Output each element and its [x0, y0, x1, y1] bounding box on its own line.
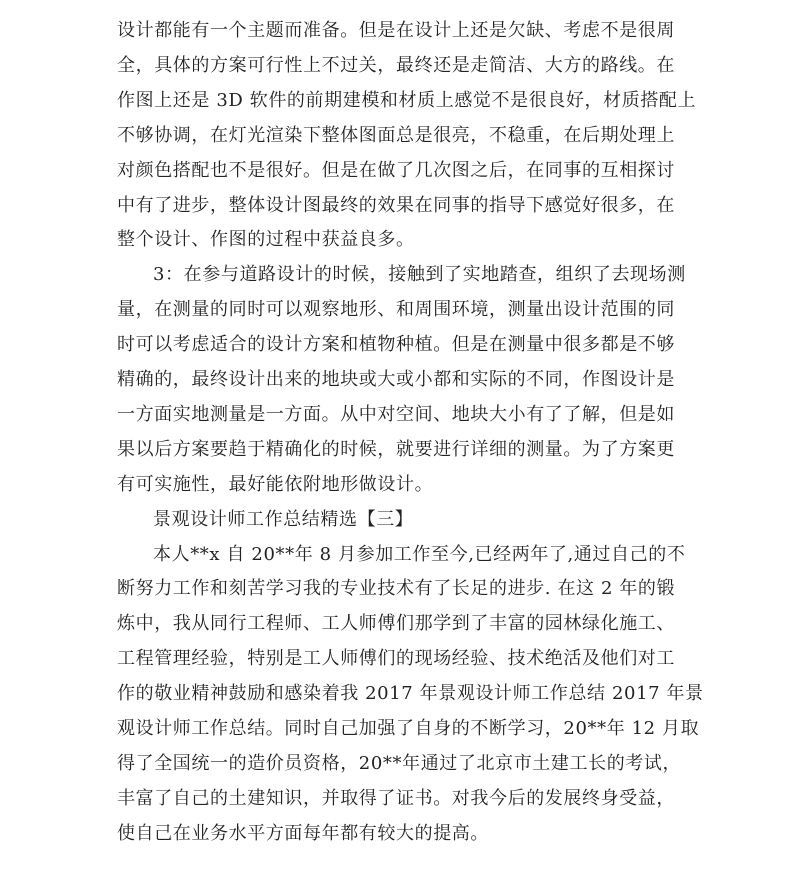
text-line: 对颜色搭配也不是很好。但是在做了几次图之后，在同事的互相探讨: [117, 159, 675, 181]
paragraph-start-line: 3：在参与道路设计的时候，接触到了实地踏查，组织了去现场测: [153, 264, 686, 286]
section-heading: 景观设计师工作总结精选【三】: [153, 508, 414, 530]
text-line: 精确的，最终设计出来的地块或大或小都和实际的不同，作图设计是: [117, 369, 675, 390]
text-line: 中有了进步，整体设计图最终的效果在同事的指导下感觉好很多，在: [117, 194, 675, 216]
text-line: 工程管理经验，特别是工人师傅们的现场经验、技术绝活及他们对工: [117, 648, 675, 670]
paragraph-start-line: 本人**x 自 20**年 8 月参加工作至今,已经两年了,通过自己的不: [153, 543, 686, 565]
text-line: 整个设计、作图的过程中获益良多。: [117, 229, 415, 251]
text-line: 丰富了自己的土建知识，并取得了证书。对我今后的发展终身受益，: [117, 787, 675, 809]
text-line: 量，在测量的同时可以观察地形、和周围环境，测量出设计范围的同: [117, 299, 675, 321]
text-line: 观设计师工作总结。同时自己加强了自身的不断学习，20**年 12 月取: [117, 718, 700, 739]
text-line: 断努力工作和刻苦学习我的专业技术有了长足的进步. 在这 2 年的锻: [117, 578, 676, 600]
text-line: 作的敬业精神鼓励和感染着我 2017 年景观设计师工作总结 2017 年景: [117, 683, 704, 705]
text-line: 果以后方案要趋于精确化的时候，就要进行详细的测量。为了方案更: [117, 438, 675, 460]
text-line: 得了全国统一的造价员资格，20**年通过了北京市土建工长的考试，: [117, 752, 682, 774]
text-line: 炼中，我从同行工程师、工人师傅们那学到了丰富的园林绿化施工、: [117, 613, 675, 635]
text-line: 使自己在业务水平方面每年都有较大的提高。: [117, 822, 489, 844]
text-line: 设计都能有一个主题而准备。但是在设计上还是欠缺、考虑不是很周: [117, 20, 675, 41]
text-line: 全，具体的方案可行性上不过关，最终还是走简洁、大方的路线。在: [117, 54, 675, 76]
text-line: 有可实施性，最好能依附地形做设计。: [117, 473, 434, 495]
text-line: 作图上还是 3D 软件的前期建模和材质上感觉不是很良好，材质搭配上: [117, 89, 697, 111]
text-line: 不够协调，在灯光渲染下整体图面总是很亮，不稳重，在后期处理上: [117, 124, 675, 146]
text-line: 时可以考虑适合的设计方案和植物种植。但是在测量中很多都是不够: [117, 334, 675, 356]
text-line: 一方面实地测量是一方面。从中对空间、地块大小有了了解，但是如: [117, 403, 675, 425]
